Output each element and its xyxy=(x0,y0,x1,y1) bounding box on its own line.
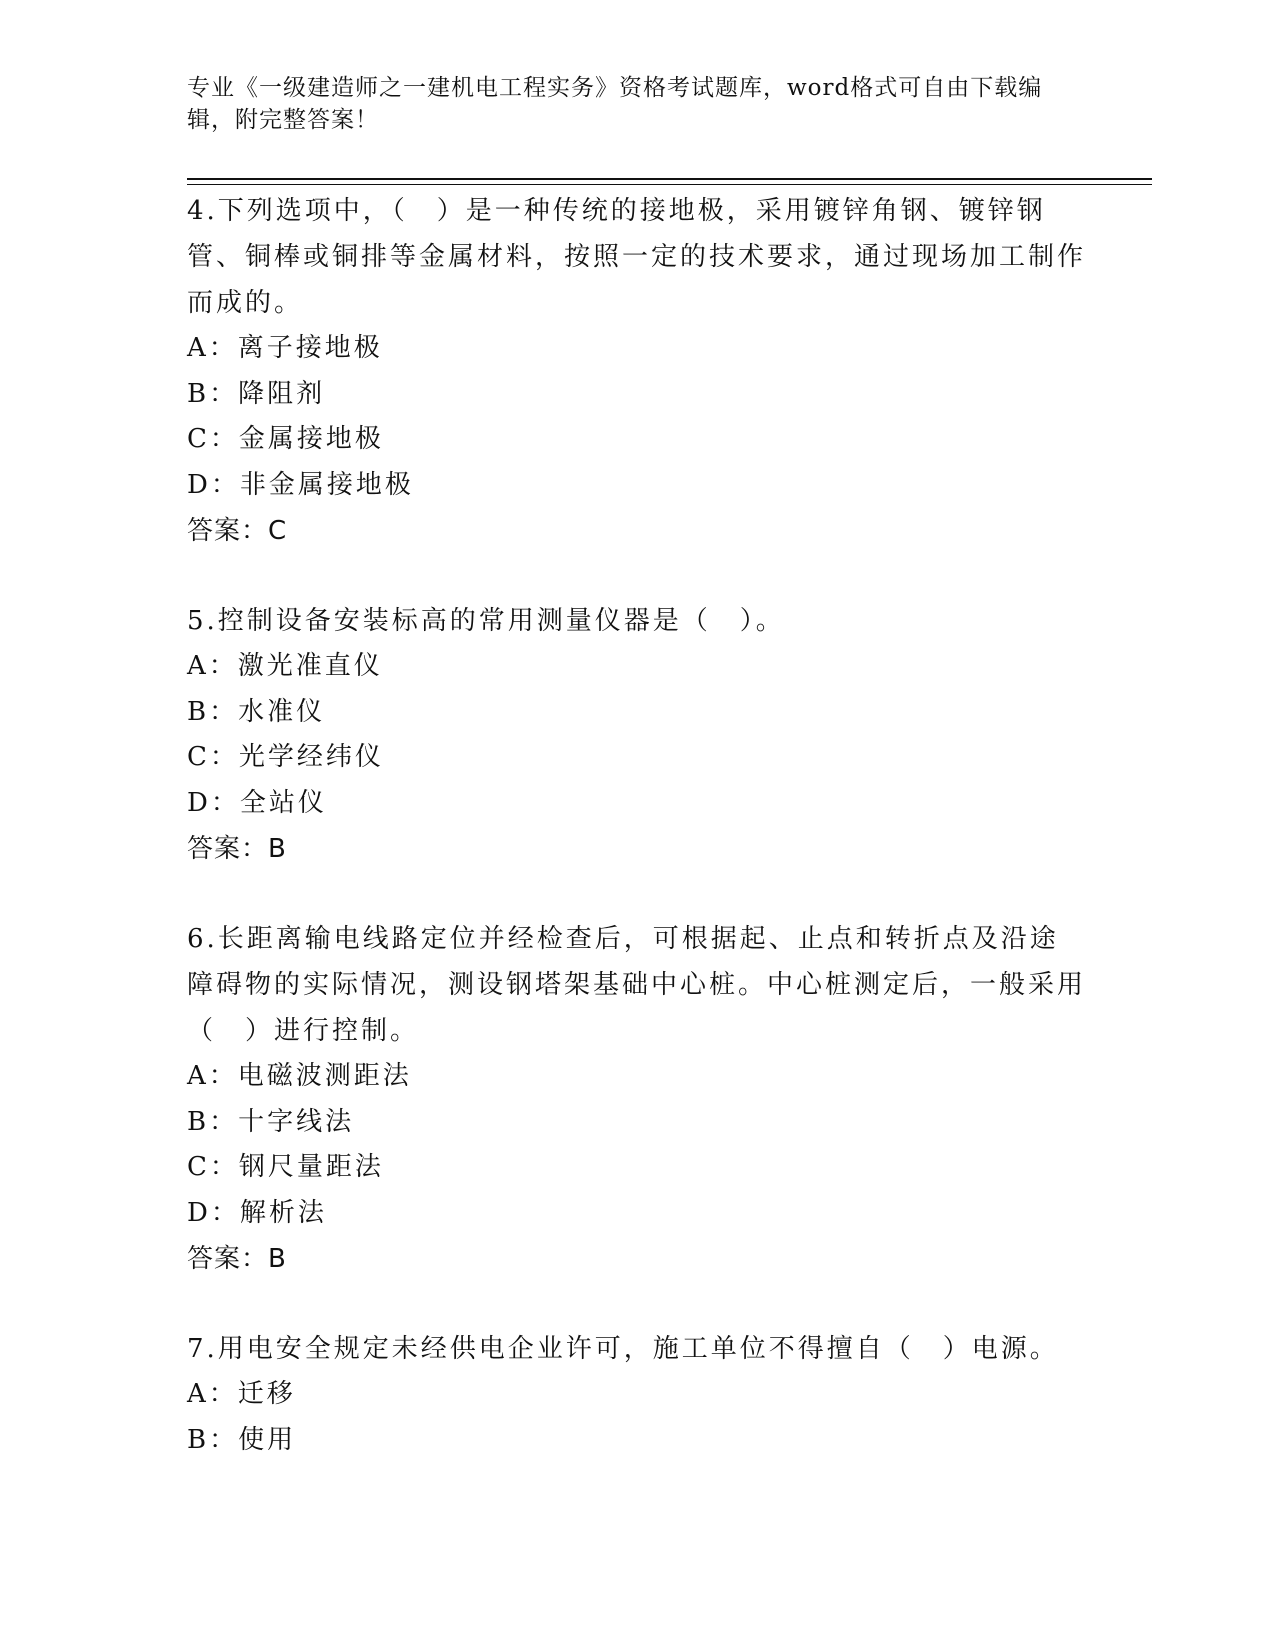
question-4 xyxy=(187,188,1087,554)
option-a: A：离子接地极 xyxy=(187,333,383,363)
option-a: A：电磁波测距法 xyxy=(187,1061,412,1091)
option-d: D：全站仪 xyxy=(187,787,327,818)
header-divider-thick xyxy=(187,178,1152,180)
option-c: C：光学经纬仪 xyxy=(187,742,384,772)
header-divider-thin xyxy=(187,184,1152,185)
document-header: 专业《一级建造师之一建机电工程实务》资格考试题库，word格式可自由下载编辑，附完整答案！ xyxy=(187,75,1043,133)
question-stem: 4.下列选项中，（ ）是一种传统的接地极，采用镀锌角钢、镀锌钢管、铜棒或铜排等金属材料，按照一定的技术要求，通过现场加工制作而成的。 xyxy=(187,196,1087,318)
question-5 xyxy=(187,598,1087,872)
answer: 答案：C xyxy=(187,516,288,546)
question-list xyxy=(187,188,1087,1463)
option-d: D：解析法 xyxy=(187,1197,327,1228)
option-a: A：激光准直仪 xyxy=(187,651,383,681)
option-b: B：降阻剂 xyxy=(187,378,326,409)
option-b: B：使用 xyxy=(187,1424,297,1455)
question-6 xyxy=(187,916,1087,1282)
option-c: C：金属接地极 xyxy=(187,424,384,454)
answer: 答案：B xyxy=(187,834,287,864)
option-b: B：十字线法 xyxy=(187,1106,355,1137)
question-stem: 6.长距离输电线路定位并经检查后，可根据起、止点和转折点及沿途障碍物的实际情况，测设钢塔架基础中心桩。中心桩测定后，一般采用（ ）进行控制。 xyxy=(187,924,1087,1046)
question-stem: 7.用电安全规定未经供电企业许可，施工单位不得擅自（ ）电源。 xyxy=(187,1334,1059,1364)
option-b: B：水准仪 xyxy=(187,696,326,727)
option-c: C：钢尺量距法 xyxy=(187,1152,384,1182)
option-d: D：非金属接地极 xyxy=(187,469,414,500)
option-a: A：迁移 xyxy=(187,1379,296,1409)
answer: 答案：B xyxy=(187,1244,287,1274)
question-stem: 5.控制设备安装标高的常用测量仪器是（ ）。 xyxy=(187,606,785,636)
question-7 xyxy=(187,1326,1087,1463)
